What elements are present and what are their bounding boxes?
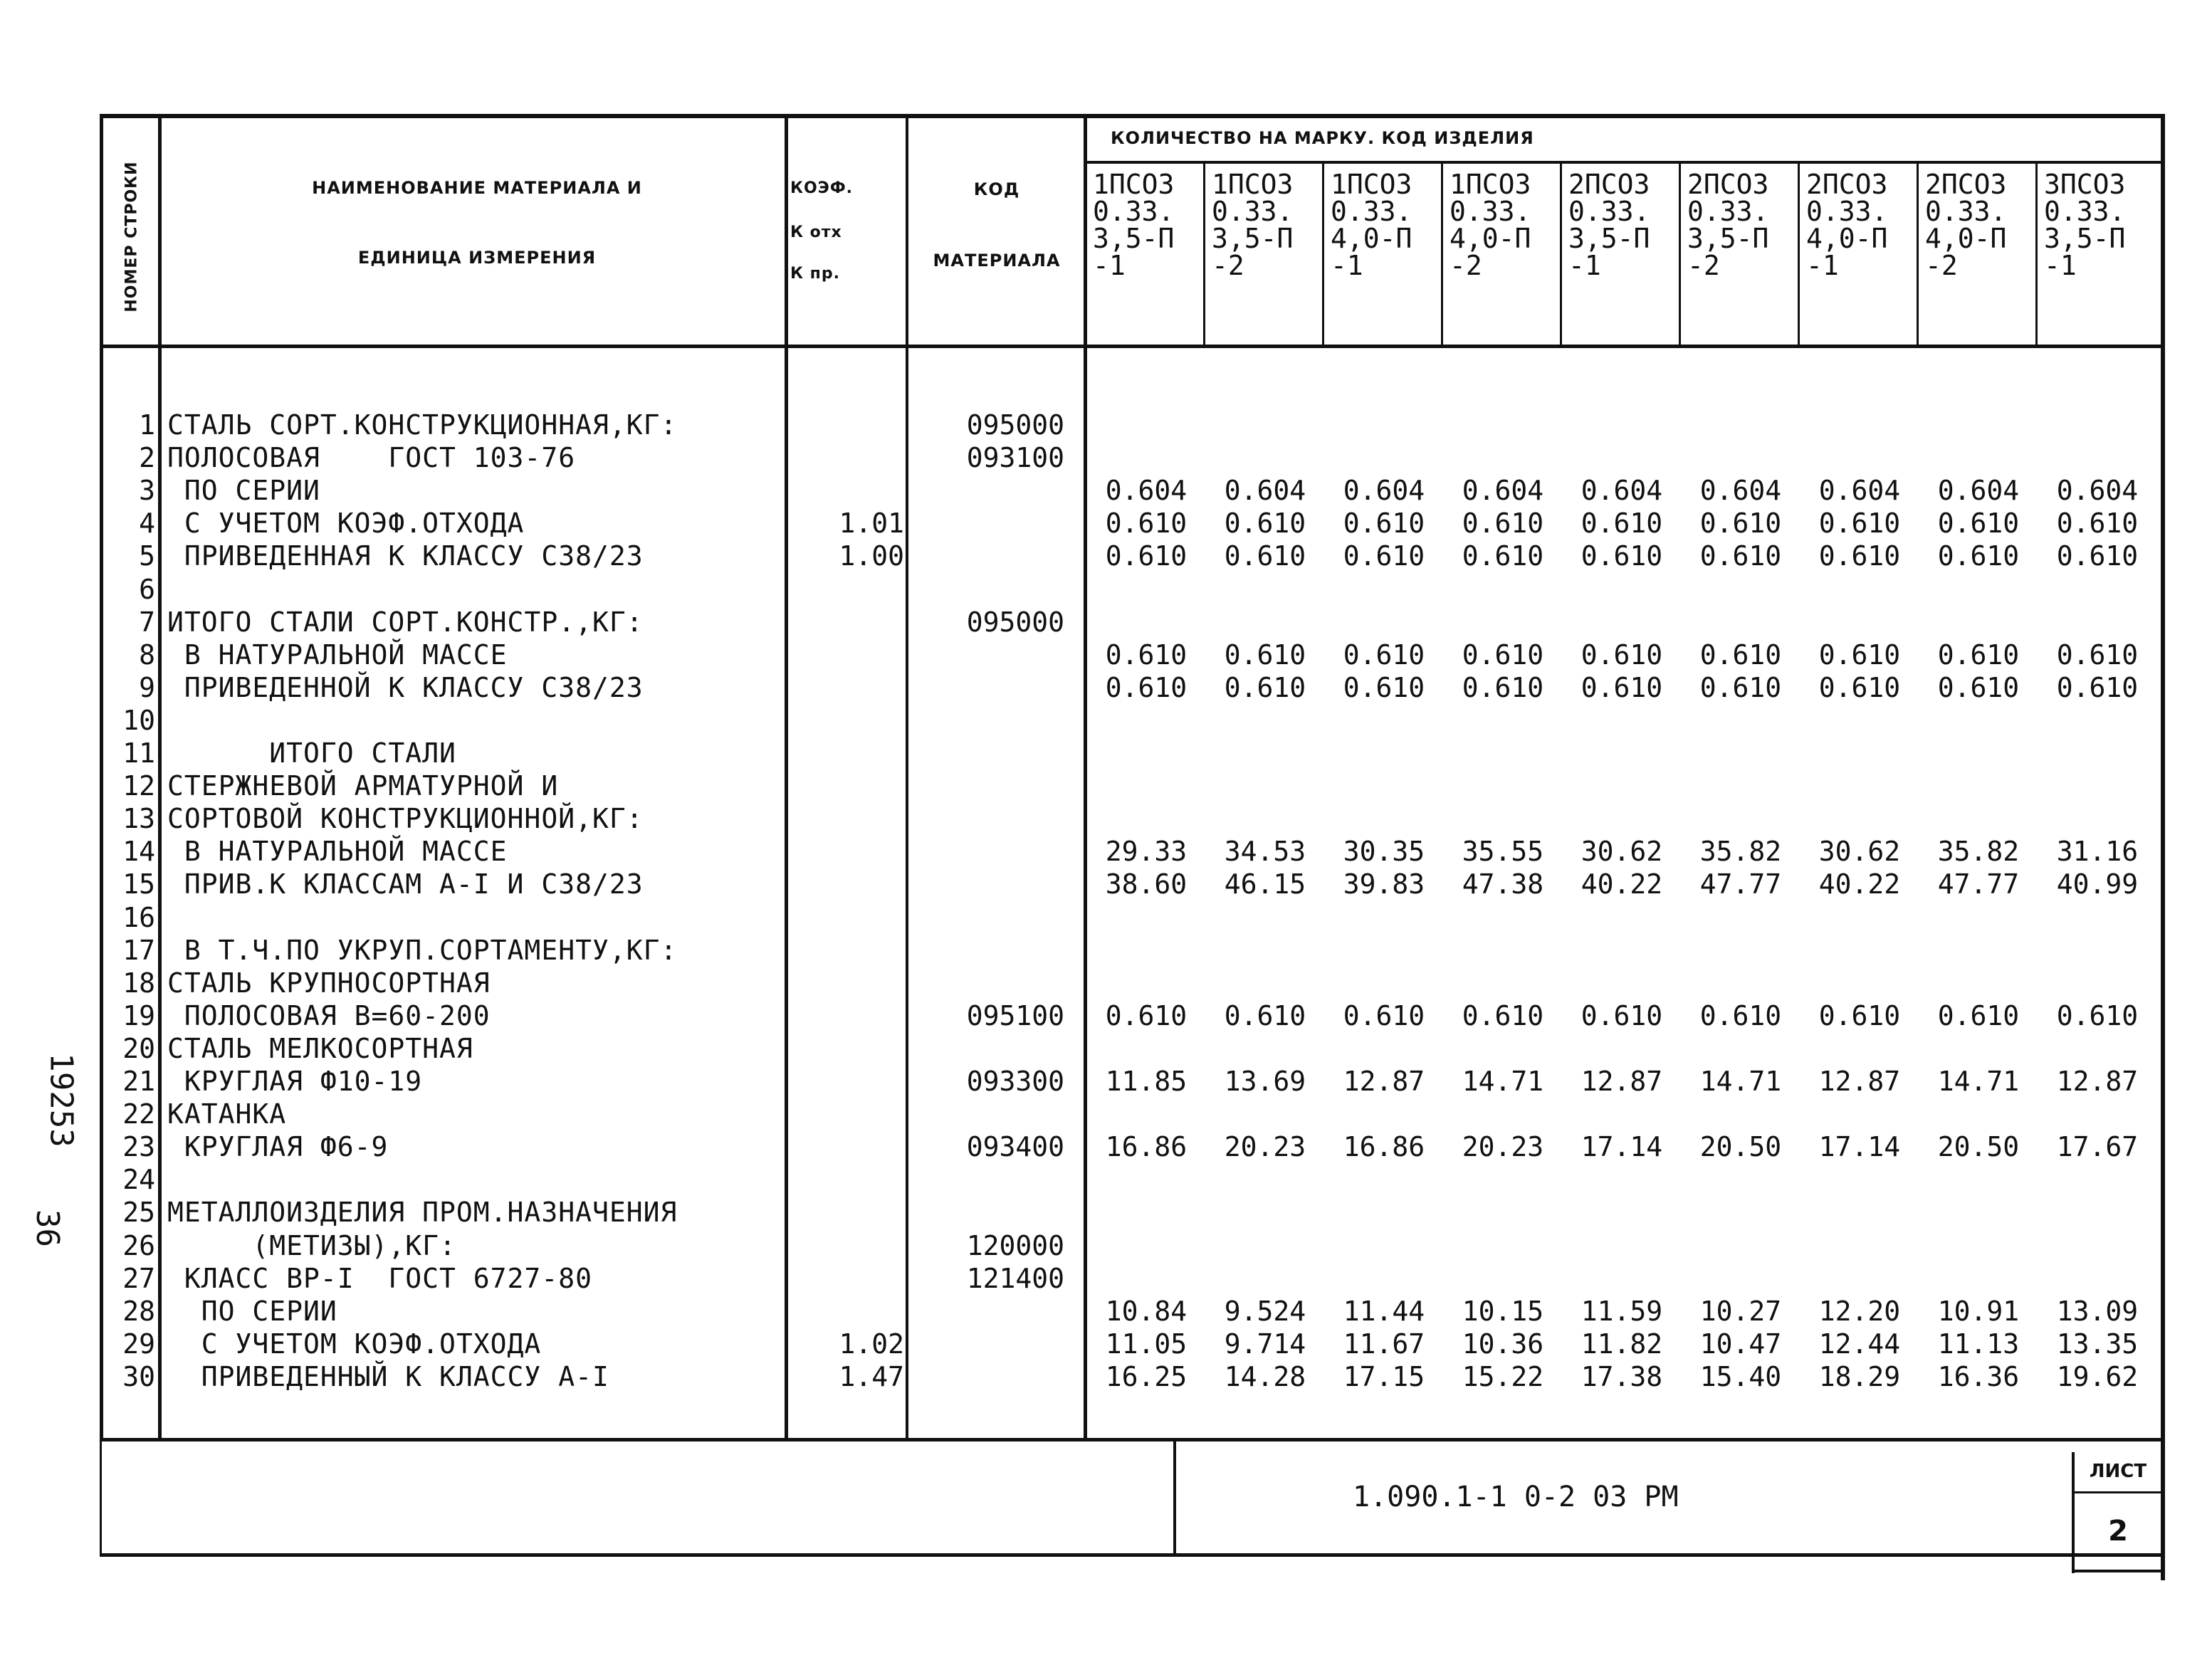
coef-header-line1: КОЭФ. bbox=[790, 179, 854, 197]
quantity-cell: 0.604 bbox=[1581, 475, 1663, 507]
quantity-cell: 0.610 bbox=[1462, 508, 1544, 540]
row-number: 21 bbox=[122, 1066, 155, 1097]
quantity-cell: 12.44 bbox=[1818, 1328, 1901, 1360]
material-name: ПО СЕРИИ bbox=[167, 475, 320, 507]
quantity-cell: 0.610 bbox=[1699, 508, 1782, 540]
quantity-cell: 0.610 bbox=[2056, 540, 2139, 572]
quantity-cell: 0.610 bbox=[1462, 671, 1544, 703]
row-number: 25 bbox=[122, 1197, 155, 1229]
material-name: ПО СЕРИИ bbox=[167, 1295, 337, 1327]
material-name: СТАЛЬ МЕЛКОСОРТНАЯ bbox=[167, 1032, 473, 1064]
quantity-cell: 0.610 bbox=[1343, 540, 1425, 572]
quantity-cell: 13.69 bbox=[1224, 1066, 1306, 1097]
material-name: СТАЛЬ КРУПНОСОРТНАЯ bbox=[167, 967, 491, 999]
row-number: 10 bbox=[122, 704, 155, 736]
quantity-cell: 12.87 bbox=[1343, 1066, 1425, 1097]
quantity-cell: 39.83 bbox=[1343, 868, 1425, 900]
quantity-cell: 13.35 bbox=[2056, 1328, 2139, 1360]
quantity-cell: 16.86 bbox=[1105, 1131, 1188, 1163]
row-number: 19 bbox=[122, 999, 155, 1031]
col-sep-code bbox=[1084, 114, 1087, 1438]
quantity-cell: 0.610 bbox=[1105, 671, 1188, 703]
material-name: КАТАНКА bbox=[167, 1098, 287, 1130]
material-name: КЛАСС ВР-I ГОСТ 6727-80 bbox=[167, 1262, 592, 1294]
material-header-line2: ЕДИНИЦА ИЗМЕРЕНИЯ bbox=[357, 248, 597, 268]
row-number: 27 bbox=[122, 1262, 155, 1294]
quantity-cell: 47.77 bbox=[1699, 868, 1782, 900]
quantity-cell: 40.22 bbox=[1581, 868, 1663, 900]
quantity-cell: 17.14 bbox=[1818, 1131, 1901, 1163]
material-name: КРУГЛАЯ Ф6-9 bbox=[167, 1131, 389, 1163]
side-note bbox=[14, 997, 100, 1253]
side-note-page: 36 bbox=[28, 1209, 65, 1247]
row-number: 6 bbox=[139, 573, 155, 605]
row-number: 8 bbox=[139, 639, 155, 671]
side-note-number: 19253 bbox=[43, 1053, 80, 1147]
material-code: 095000 bbox=[966, 409, 1064, 441]
quantity-cell: 0.610 bbox=[1581, 639, 1663, 671]
quantity-cell: 30.62 bbox=[1581, 836, 1663, 868]
row-number: 14 bbox=[122, 836, 155, 868]
quantity-cell: 11.05 bbox=[1105, 1328, 1188, 1360]
coefficient: 1.01 bbox=[839, 508, 904, 540]
row-number: 26 bbox=[122, 1229, 155, 1261]
quantity-cell: 0.604 bbox=[1462, 475, 1544, 507]
row-number-header: НОМЕР СТРОКИ bbox=[122, 161, 141, 312]
quantity-cell: 31.16 bbox=[2056, 836, 2139, 868]
column-header: 1ПСО3 0.33. 3,5-П -1 bbox=[1093, 169, 1175, 281]
quantity-cell: 38.60 bbox=[1105, 868, 1188, 900]
quantity-cell: 16.36 bbox=[1937, 1360, 2020, 1392]
material-name: ПРИВ.К КЛАССАМ А-I И С38/23 bbox=[167, 868, 644, 900]
row-number: 7 bbox=[139, 606, 155, 638]
quantity-cell: 10.84 bbox=[1105, 1295, 1188, 1327]
quantity-cell: 0.610 bbox=[2056, 639, 2139, 671]
table-bottom bbox=[100, 1438, 2164, 1441]
coefficient: 1.00 bbox=[839, 540, 904, 572]
quantity-cell: 0.610 bbox=[1224, 671, 1306, 703]
quantity-cell: 29.33 bbox=[1105, 836, 1188, 868]
quantity-cell: 11.59 bbox=[1581, 1295, 1663, 1327]
quantity-cell: 20.50 bbox=[1699, 1131, 1782, 1163]
material-name: СТАЛЬ СОРТ.КОНСТРУКЦИОННАЯ,КГ: bbox=[167, 409, 678, 441]
quantity-cell: 0.610 bbox=[1581, 540, 1663, 572]
quantity-cell: 10.27 bbox=[1699, 1295, 1782, 1327]
quantity-cell: 0.610 bbox=[2056, 671, 2139, 703]
quantity-cell: 11.44 bbox=[1343, 1295, 1425, 1327]
col-sep-number bbox=[158, 114, 162, 1438]
row-number: 12 bbox=[122, 770, 155, 802]
row-number: 20 bbox=[122, 1032, 155, 1064]
quantity-cell: 0.604 bbox=[1699, 475, 1782, 507]
sheet-number: 2 bbox=[2108, 1515, 2128, 1548]
qty-header-line bbox=[1084, 161, 2164, 164]
material-name: СТЕРЖНЕВОЙ АРМАТУРНОЙ И bbox=[167, 770, 559, 802]
row-number: 16 bbox=[122, 901, 155, 933]
row-number: 3 bbox=[139, 475, 155, 507]
quantity-cell: 0.610 bbox=[1699, 639, 1782, 671]
row-number: 4 bbox=[139, 508, 155, 540]
quantity-cell: 0.610 bbox=[1462, 540, 1544, 572]
quantity-cell: 0.604 bbox=[2056, 475, 2139, 507]
quantity-cell: 16.25 bbox=[1105, 1360, 1188, 1392]
row-number: 18 bbox=[122, 967, 155, 999]
quantity-cell: 40.99 bbox=[2056, 868, 2139, 900]
frame-right bbox=[2161, 114, 2165, 1580]
quantity-cell: 14.71 bbox=[1699, 1066, 1782, 1097]
quantity-cell: 17.15 bbox=[1343, 1360, 1425, 1392]
quantity-cell: 47.38 bbox=[1462, 868, 1544, 900]
column-header: 1ПСО3 0.33. 4,0-П -2 bbox=[1450, 169, 1531, 281]
quantity-cell: 14.71 bbox=[1937, 1066, 2020, 1097]
quantity-cell: 13.09 bbox=[2056, 1295, 2139, 1327]
quantity-cell: 0.604 bbox=[1105, 475, 1188, 507]
column-header: 2ПСО3 0.33. 4,0-П -1 bbox=[1806, 169, 1888, 281]
column-header: 2ПСО3 0.33. 3,5-П -2 bbox=[1687, 169, 1769, 281]
quantity-cell: 15.22 bbox=[1462, 1360, 1544, 1392]
column-header: 2ПСО3 0.33. 4,0-П -2 bbox=[1925, 169, 2007, 281]
quantity-cell: 0.610 bbox=[1818, 508, 1901, 540]
quantity-cell: 12.87 bbox=[1581, 1066, 1663, 1097]
quantity-cell: 16.86 bbox=[1343, 1131, 1425, 1163]
quantity-cell: 0.610 bbox=[1343, 639, 1425, 671]
document-code: 1.090.1-1 0-2 03 РМ bbox=[1353, 1481, 1679, 1513]
quantity-cell: 10.15 bbox=[1462, 1295, 1544, 1327]
material-name: ИТОГО СТАЛИ bbox=[167, 737, 456, 769]
quantity-cell: 0.610 bbox=[1581, 999, 1663, 1031]
quantity-cell: 10.47 bbox=[1699, 1328, 1782, 1360]
row-number: 15 bbox=[122, 868, 155, 900]
material-name: ПОЛОСОВАЯ ГОСТ 103-76 bbox=[167, 442, 576, 474]
frame-top bbox=[100, 114, 2164, 118]
quantity-cell: 0.610 bbox=[1937, 540, 2020, 572]
header-bottom bbox=[100, 345, 2164, 348]
material-name: ПРИВЕДЕННЫЙ К КЛАССУ А-I bbox=[167, 1360, 609, 1392]
quantity-cell: 12.87 bbox=[1818, 1066, 1901, 1097]
quantity-cell: 0.610 bbox=[1818, 999, 1901, 1031]
quantity-cell: 17.14 bbox=[1581, 1131, 1663, 1163]
quantity-cell: 0.610 bbox=[1343, 508, 1425, 540]
material-name: КРУГЛАЯ Ф10-19 bbox=[167, 1066, 423, 1097]
coef-header-line3: К пр. bbox=[790, 265, 840, 283]
material-code: 093400 bbox=[966, 1131, 1064, 1163]
quantity-cell: 18.29 bbox=[1818, 1360, 1901, 1392]
sheet-label: ЛИСТ bbox=[2089, 1461, 2147, 1482]
quantity-cell: 47.77 bbox=[1937, 868, 2020, 900]
col-sep-coef bbox=[906, 114, 908, 1438]
row-number: 28 bbox=[122, 1295, 155, 1327]
quantity-cell: 0.610 bbox=[1937, 999, 2020, 1031]
quantity-cell: 10.36 bbox=[1462, 1328, 1544, 1360]
quantity-cell: 0.610 bbox=[1818, 671, 1901, 703]
material-code: 093300 bbox=[966, 1066, 1064, 1097]
material-name: В НАТУРАЛЬНОЙ МАССЕ bbox=[167, 639, 508, 671]
material-code: 095100 bbox=[966, 999, 1064, 1031]
row-number: 17 bbox=[122, 934, 155, 966]
quantity-cell: 0.610 bbox=[1343, 999, 1425, 1031]
quantity-cell: 14.71 bbox=[1462, 1066, 1544, 1097]
quantity-cell: 0.610 bbox=[1224, 540, 1306, 572]
quantity-cell: 30.62 bbox=[1818, 836, 1901, 868]
quantity-cell: 0.610 bbox=[1699, 540, 1782, 572]
quantity-cell: 0.610 bbox=[1462, 999, 1544, 1031]
material-name: (МЕТИЗЫ),КГ: bbox=[167, 1229, 456, 1261]
material-code: 095000 bbox=[966, 606, 1064, 638]
material-name: ПРИВЕДЕННАЯ К КЛАССУ С38/23 bbox=[167, 540, 644, 572]
sheet-box-left bbox=[2072, 1452, 2075, 1573]
quantity-cell: 0.610 bbox=[1937, 639, 2020, 671]
quantity-cell: 19.62 bbox=[2056, 1360, 2139, 1392]
quantity-cell: 0.610 bbox=[1937, 508, 2020, 540]
quantity-cell: 0.610 bbox=[1462, 639, 1544, 671]
quantity-cell: 35.55 bbox=[1462, 836, 1544, 868]
quantity-cell: 0.604 bbox=[1224, 475, 1306, 507]
quantity-cell: 34.53 bbox=[1224, 836, 1306, 868]
quantity-cell: 35.82 bbox=[1699, 836, 1782, 868]
quantity-cell: 35.82 bbox=[1937, 836, 2020, 868]
frame-left-low bbox=[100, 1438, 102, 1555]
quantity-cell: 20.23 bbox=[1224, 1131, 1306, 1163]
quantity-cell: 20.50 bbox=[1937, 1131, 2020, 1163]
quantity-cell: 0.610 bbox=[2056, 999, 2139, 1031]
row-number: 2 bbox=[139, 442, 155, 474]
material-code: 121400 bbox=[966, 1262, 1064, 1294]
quantity-cell: 9.524 bbox=[1224, 1295, 1306, 1327]
material-header-line1: НАИМЕНОВАНИЕ МАТЕРИАЛА И bbox=[312, 178, 642, 198]
material-name: ПОЛОСОВАЯ В=60-200 bbox=[167, 999, 491, 1031]
quantity-cell: 14.28 bbox=[1224, 1360, 1306, 1392]
material-name: С УЧЕТОМ КОЭФ.ОТХОДА bbox=[167, 1328, 542, 1360]
material-name: В НАТУРАЛЬНОЙ МАССЕ bbox=[167, 836, 508, 868]
quantity-cell: 40.22 bbox=[1818, 868, 1901, 900]
quantity-cell: 46.15 bbox=[1224, 868, 1306, 900]
code-header-line2: МАТЕРИАЛА bbox=[933, 251, 1061, 271]
coefficient: 1.47 bbox=[839, 1360, 904, 1392]
quantity-cell: 10.91 bbox=[1937, 1295, 2020, 1327]
quantity-cell: 0.610 bbox=[1343, 671, 1425, 703]
row-number: 1 bbox=[139, 409, 155, 441]
row-number: 13 bbox=[122, 803, 155, 835]
column-header: 2ПСО3 0.33. 3,5-П -1 bbox=[1568, 169, 1650, 281]
quantity-cell: 0.610 bbox=[1224, 639, 1306, 671]
material-name: В Т.Ч.ПО УКРУП.СОРТАМЕНТУ,КГ: bbox=[167, 934, 678, 966]
row-number: 23 bbox=[122, 1131, 155, 1163]
quantity-cell: 17.67 bbox=[2056, 1131, 2139, 1163]
coefficient: 1.02 bbox=[839, 1328, 904, 1360]
coef-header-line2: К отх bbox=[790, 224, 842, 241]
quantity-cell: 0.610 bbox=[1105, 999, 1188, 1031]
row-number: 29 bbox=[122, 1328, 155, 1360]
quantity-cell: 0.604 bbox=[1343, 475, 1425, 507]
quantity-cell: 11.13 bbox=[1937, 1328, 2020, 1360]
col-sep-material bbox=[785, 114, 788, 1438]
column-header: 3ПСО3 0.33. 3,5-П -1 bbox=[2044, 169, 2126, 281]
quantity-cell: 9.714 bbox=[1224, 1328, 1306, 1360]
quantity-cell: 11.85 bbox=[1105, 1066, 1188, 1097]
row-number: 11 bbox=[122, 737, 155, 769]
quantity-cell: 11.67 bbox=[1343, 1328, 1425, 1360]
quantity-cell: 15.40 bbox=[1699, 1360, 1782, 1392]
quantity-cell: 0.610 bbox=[1581, 508, 1663, 540]
quantity-cell: 0.604 bbox=[1818, 475, 1901, 507]
row-number: 30 bbox=[122, 1360, 155, 1392]
column-header: 1ПСО3 0.33. 3,5-П -2 bbox=[1212, 169, 1294, 281]
quantity-cell: 17.38 bbox=[1581, 1360, 1663, 1392]
row-number: 22 bbox=[122, 1098, 155, 1130]
material-code: 093100 bbox=[966, 442, 1064, 474]
quantity-cell: 11.82 bbox=[1581, 1328, 1663, 1360]
code-header-line1: КОД bbox=[973, 179, 1020, 199]
quantity-cell: 12.20 bbox=[1818, 1295, 1901, 1327]
quantity-cell: 0.604 bbox=[1937, 475, 2020, 507]
footer-sep bbox=[1173, 1438, 1176, 1555]
material-name: С УЧЕТОМ КОЭФ.ОТХОДА bbox=[167, 508, 525, 540]
quantity-cell: 0.610 bbox=[1105, 639, 1188, 671]
sheet-box-mid bbox=[2072, 1491, 2164, 1493]
quantity-cell: 0.610 bbox=[1581, 671, 1663, 703]
quantity-cell: 0.610 bbox=[1105, 508, 1188, 540]
quantity-cell: 0.610 bbox=[1224, 508, 1306, 540]
material-name: ИТОГО СТАЛИ СОРТ.КОНСТР.,КГ: bbox=[167, 606, 644, 638]
quantity-cell: 0.610 bbox=[2056, 508, 2139, 540]
quantity-cell: 0.610 bbox=[1699, 671, 1782, 703]
material-code: 120000 bbox=[966, 1229, 1064, 1261]
material-name: МЕТАЛЛОИЗДЕЛИЯ ПРОМ.НАЗНАЧЕНИЯ bbox=[167, 1197, 678, 1229]
material-name: ПРИВЕДЕННОЙ К КЛАССУ С38/23 bbox=[167, 671, 644, 703]
quantity-cell: 20.23 bbox=[1462, 1131, 1544, 1163]
quantity-cell: 0.610 bbox=[1224, 999, 1306, 1031]
page-bottom bbox=[100, 1553, 2164, 1557]
row-number: 9 bbox=[139, 671, 155, 703]
row-number: 5 bbox=[139, 540, 155, 572]
row-number: 24 bbox=[122, 1164, 155, 1196]
qty-header: КОЛИЧЕСТВО НА МАРКУ. КОД ИЗДЕЛИЯ bbox=[1111, 128, 1534, 148]
quantity-cell: 0.610 bbox=[1699, 999, 1782, 1031]
column-header: 1ПСО3 0.33. 4,0-П -1 bbox=[1331, 169, 1412, 281]
quantity-cell: 0.610 bbox=[1818, 540, 1901, 572]
quantity-cell: 12.87 bbox=[2056, 1066, 2139, 1097]
sheet-box-bottom bbox=[2072, 1570, 2164, 1572]
quantity-cell: 30.35 bbox=[1343, 836, 1425, 868]
material-name: СОРТОВОЙ КОНСТРУКЦИОННОЙ,КГ: bbox=[167, 803, 644, 835]
quantity-cell: 0.610 bbox=[1105, 540, 1188, 572]
quantity-cell: 0.610 bbox=[1818, 639, 1901, 671]
quantity-cell: 0.610 bbox=[1937, 671, 2020, 703]
